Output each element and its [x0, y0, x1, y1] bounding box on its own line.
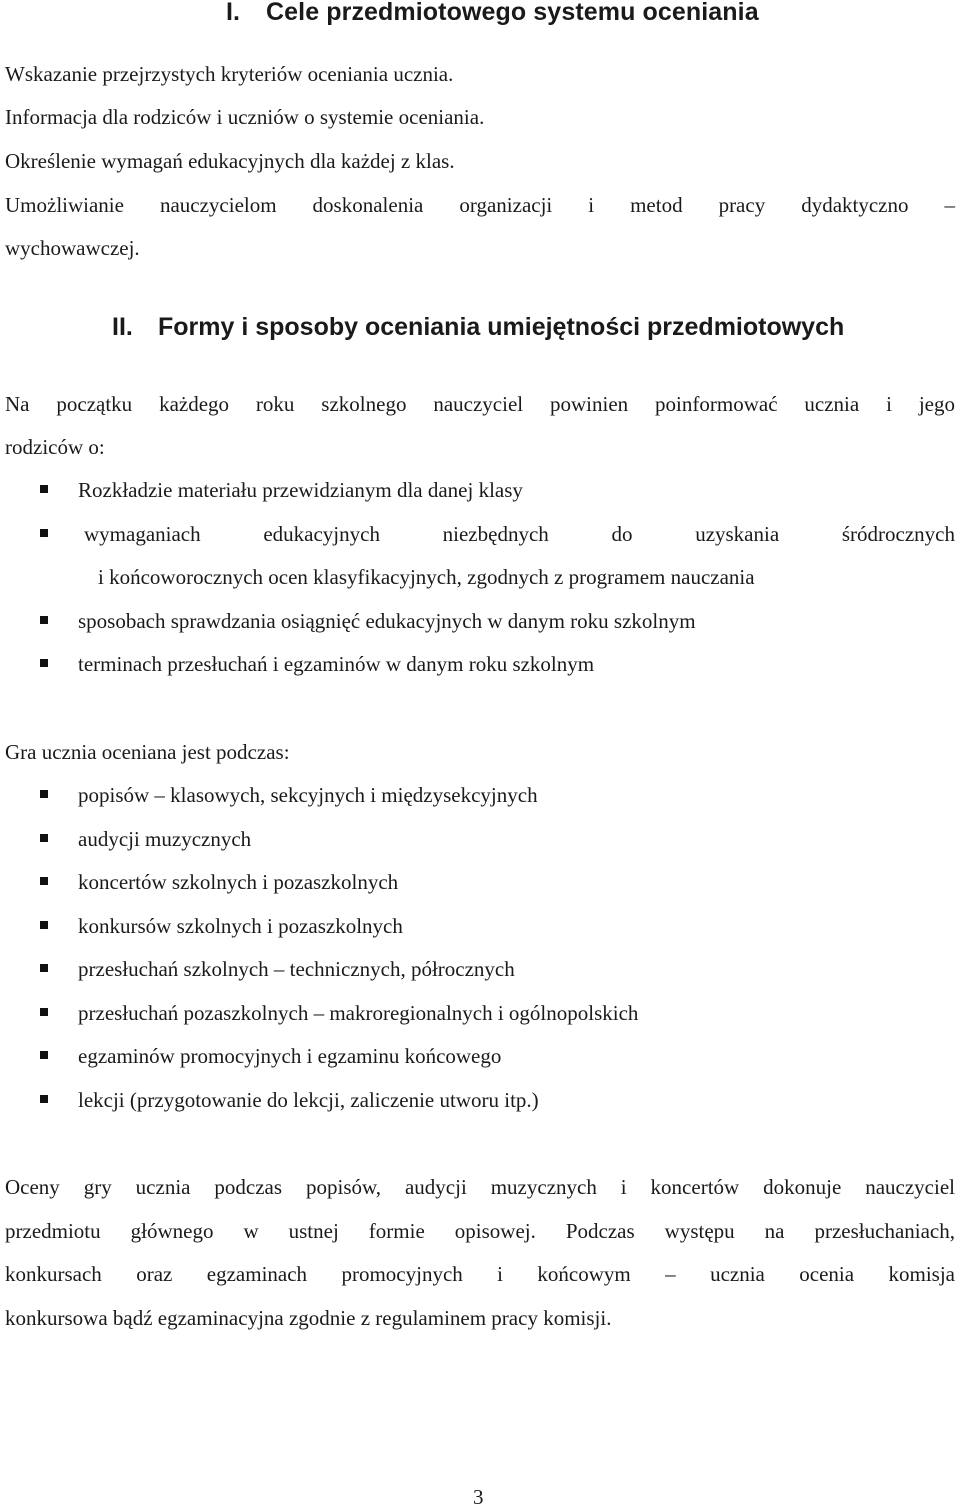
list-item-continuation: i końcoworocznych ocen klasyfikacyjnych, zgodnych z programem nauczania — [98, 565, 755, 589]
section-2-heading — [112, 313, 844, 342]
list-item: terminach przesłuchań i egzaminów w danym roku szkolnym — [78, 652, 595, 676]
section-2-intro-line: rodziców o: — [5, 435, 105, 459]
list-bullet — [40, 921, 48, 929]
list-item: przesłuchań szkolnych – technicznych, półrocznych — [78, 957, 515, 981]
list-item: konkursów szkolnych i pozaszkolnych — [78, 914, 403, 938]
list-bullet — [40, 790, 48, 798]
list-item: sposobach sprawdzania osiągnięć edukacyjnych w danym roku szkolnym — [78, 609, 696, 633]
list-item: Rozkładzie materiału przewidzianym dla danej klasy — [78, 478, 523, 502]
section-1-title: Cele przedmiotowego systemu oceniania — [266, 0, 759, 26]
section-1-line: Wskazanie przejrzystych kryteriów oceniania ucznia. — [5, 62, 454, 86]
list-item: audycji muzycznych — [78, 827, 252, 851]
section-1-heading — [226, 0, 759, 27]
section-1-line: wychowawczej. — [5, 236, 140, 260]
list-bullet — [40, 485, 48, 493]
section-2-number: II. — [112, 313, 133, 341]
list-item: koncertów szkolnych i pozaszkolnych — [78, 870, 399, 894]
list-bullet — [40, 529, 48, 537]
section-1-number: I. — [226, 0, 241, 26]
list-bullet — [40, 1008, 48, 1016]
list-item: przesłuchań pozaszkolnych – makroregionalnych i ogólnopolskich — [78, 1001, 639, 1025]
closing-paragraph-line: konkursach oraz egzaminach promocyjnych i końcowym – ucznia ocenia komisja — [5, 1262, 955, 1286]
list-bullet — [40, 834, 48, 842]
closing-paragraph-line: przedmiotu głównego w ustnej formie opisowej. Podczas występu na przesłuchaniach, — [5, 1219, 955, 1243]
section-1-line: Określenie wymagań edukacyjnych dla każdej z klas. — [5, 149, 455, 173]
closing-paragraph-line: konkursowa bądź egzaminacyjna zgodnie z regulaminem pracy komisji. — [5, 1306, 612, 1330]
list-bullet — [40, 659, 48, 667]
section-2-intro-line: Na początku każdego roku szkolnego nauczyciel powinien poinformować ucznia i jego — [5, 392, 955, 416]
list-bullet — [40, 877, 48, 885]
list-bullet — [40, 964, 48, 972]
list-item: egzaminów promocyjnych i egzaminu końcowego — [78, 1044, 502, 1068]
section-1-line: Informacja dla rodziców i uczniów o systemie oceniania. — [5, 105, 485, 129]
list-item: lekcji (przygotowanie do lekcji, zaliczenie utworu itp.) — [78, 1088, 539, 1112]
list-bullet — [40, 1051, 48, 1059]
list-item: popisów – klasowych, sekcyjnych i międzysekcyjnych — [78, 783, 538, 807]
list-bullet — [40, 1095, 48, 1103]
section-1-line: Umożliwianie nauczycielom doskonalenia organizacji i metod pracy dydaktyczno – — [5, 193, 955, 217]
list-bullet — [40, 616, 48, 624]
closing-paragraph-line: Oceny gry ucznia podczas popisów, audycji muzycznych i koncertów dokonuje nauczyciel — [5, 1175, 955, 1199]
section-2-title: Formy i sposoby oceniania umiejętności przedmiotowych — [158, 313, 845, 341]
list-item: wymaganiach edukacyjnych niezbędnych do uzyskania śródrocznych — [84, 522, 955, 546]
section-2-intro2: Gra ucznia oceniana jest podczas: — [5, 740, 290, 764]
page-number: 3 — [473, 1485, 484, 1509]
